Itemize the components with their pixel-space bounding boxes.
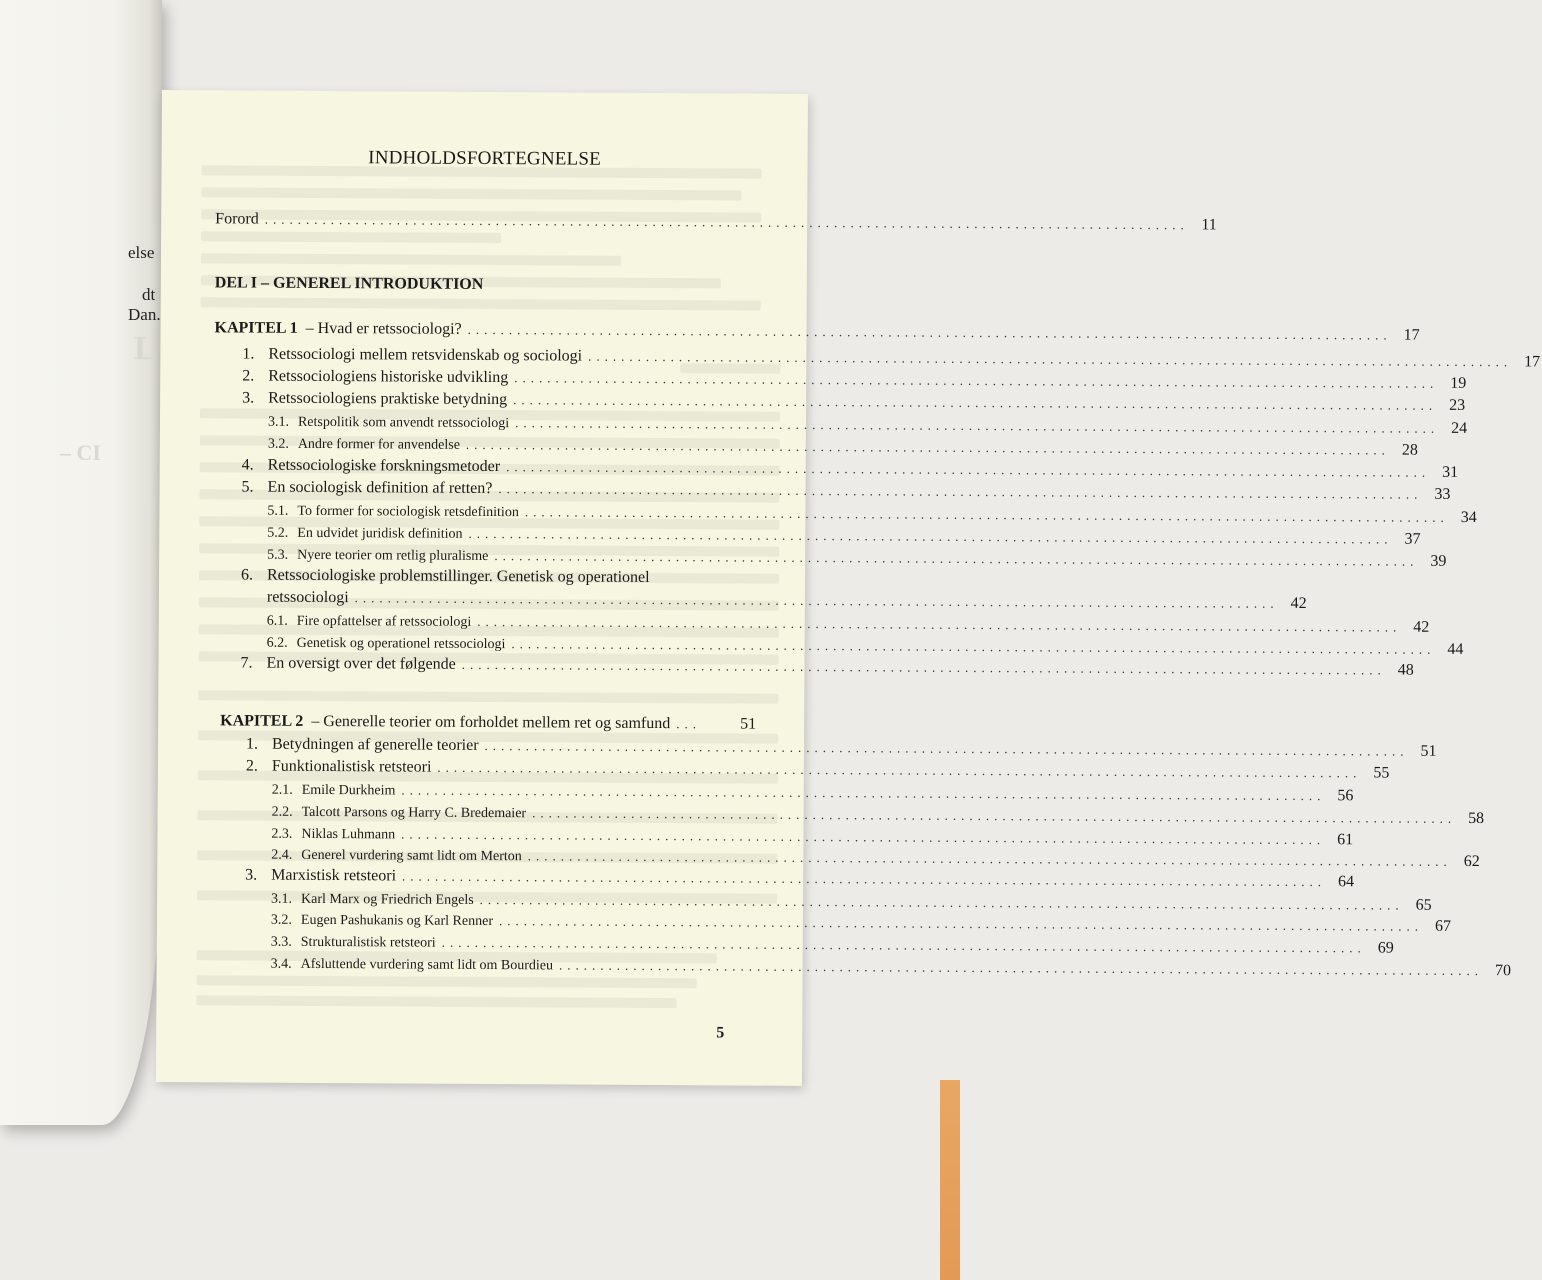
toc-entry: 4. Retssociologiske forskningsmetoder ................................................................................................................ 31	[241, 456, 1459, 481]
toc-subentry: 2.3. Niklas Luhmann ................................................................................................................ 61	[271, 826, 1354, 849]
part-heading: DEL I – GENEREL INTRODUKTION	[214, 274, 484, 293]
toc-entry: 1. Betydningen af generelle teorier ................................................................................................................ 51	[245, 735, 1437, 760]
toc-subentry: 2.1. Emile Durkheim ................................................................................................................ 56	[271, 782, 1354, 805]
dot-leader: ................................................................................................................	[467, 321, 1392, 343]
left-page	[0, 0, 162, 1125]
toc-entry: 5. En sociologisk definition af retten? ................................................................................................................ 33	[241, 478, 1451, 503]
left-page-fragment: dt	[142, 285, 156, 304]
chapter-heading	[214, 319, 1420, 344]
chapter-page: 51	[740, 715, 757, 733]
background-object	[940, 1080, 960, 1280]
left-page-ghost-text: – CI	[60, 440, 101, 465]
toc-entry: 1. Retssociologi mellem retsvidenskab og sociologi ................................................................................................................ 17	[242, 345, 1541, 371]
toc-subentry: 2.4. Generel vurdering samt lidt om Merton ................................................................................................................ 62	[271, 847, 1480, 871]
dot-leader: ...	[676, 716, 702, 732]
toc-entry: 3. Retssociologiens praktiske betydning ................................................................................................................ 23	[242, 389, 1466, 414]
chapter-heading	[220, 712, 756, 733]
dot-leader: ................................................................................................................	[264, 211, 1189, 233]
toc-subentry: 3.1. Karl Marx og Friedrich Engels ................................................................................................................ 65	[271, 891, 1432, 914]
left-page-fragment: Dan.	[128, 305, 161, 324]
toc-subentry: 3.2. Andre former for anvendelse ................................................................................................................ 28	[267, 436, 1418, 459]
toc-subentry: 3.3. Strukturalistisk retsteori ................................................................................................................ 69	[270, 934, 1394, 957]
left-page-ghost-text: L	[134, 330, 157, 367]
toc-subentry: 5.3. Nyere teorier om retlig pluralisme ................................................................................................................ 39	[267, 547, 1447, 570]
chapter-title: – Hvad er retssociologi?	[305, 319, 462, 338]
page-number: 5	[716, 1024, 725, 1042]
toc-entry-continued: retssociologi ................................................................................................................ 42	[266, 588, 1307, 613]
toc-subentry: 2.2. Talcott Parsons og Harry C. Bredemaier ................................................................................................................ 58	[271, 804, 1485, 828]
toc-subentry: 6.1. Fire opfattelser af retssociologi ................................................................................................................ 42	[266, 613, 1430, 636]
toc-entry: 2. Retssociologiens historiske udvikling ................................................................................................................ 19	[242, 367, 1467, 392]
left-page-fragment: else	[128, 243, 155, 262]
toc-title: INDHOLDSFORTEGNELSE	[368, 147, 602, 170]
toc-subentry: 5.2. En udvidet juridisk definition ................................................................................................................ 37	[267, 525, 1421, 548]
toc-entry-page: 11	[1201, 216, 1217, 234]
toc-subentry: 3.2. Eugen Pashukanis og Karl Renner ................................................................................................................ 67	[270, 912, 1452, 935]
chapter-title: – Generelle teorier om forholdet mellem ret og samfund	[311, 712, 671, 733]
toc-entry-forord	[215, 210, 1217, 234]
toc-subentry: 6.2. Genetisk og operationel retssociologi ................................................................................................................ 44	[266, 635, 1464, 658]
toc-entry-title: Forord	[215, 210, 259, 228]
toc-subentry: 3.4. Afsluttende vurdering samt lidt om Bourdieu ................................................................................................................ 70	[270, 956, 1512, 980]
chapter-page: 17	[1403, 326, 1420, 344]
toc-subentry: 5.1. To former for sociologisk retsdefinition ................................................................................................................ 34	[267, 503, 1477, 527]
toc-entry: 7. En oversigt over det følgende ................................................................................................................ 48	[240, 654, 1414, 679]
toc-subentry: 3.1. Retspolitik som anvendt retssociologi ................................................................................................................ 24	[267, 414, 1468, 437]
toc-entry: 3. Marxistisk retsteori ................................................................................................................ 64	[245, 866, 1355, 891]
toc-entry: 6. Retssociologiske problemstillinger. Genetisk og operationel	[240, 566, 650, 586]
toc-entry: 2. Funktionalistisk retsteori ................................................................................................................ 55	[245, 757, 1390, 782]
chapter-label: KAPITEL 1	[214, 319, 298, 337]
book-page	[156, 90, 1541, 1086]
chapter-label: KAPITEL 2	[220, 712, 304, 730]
